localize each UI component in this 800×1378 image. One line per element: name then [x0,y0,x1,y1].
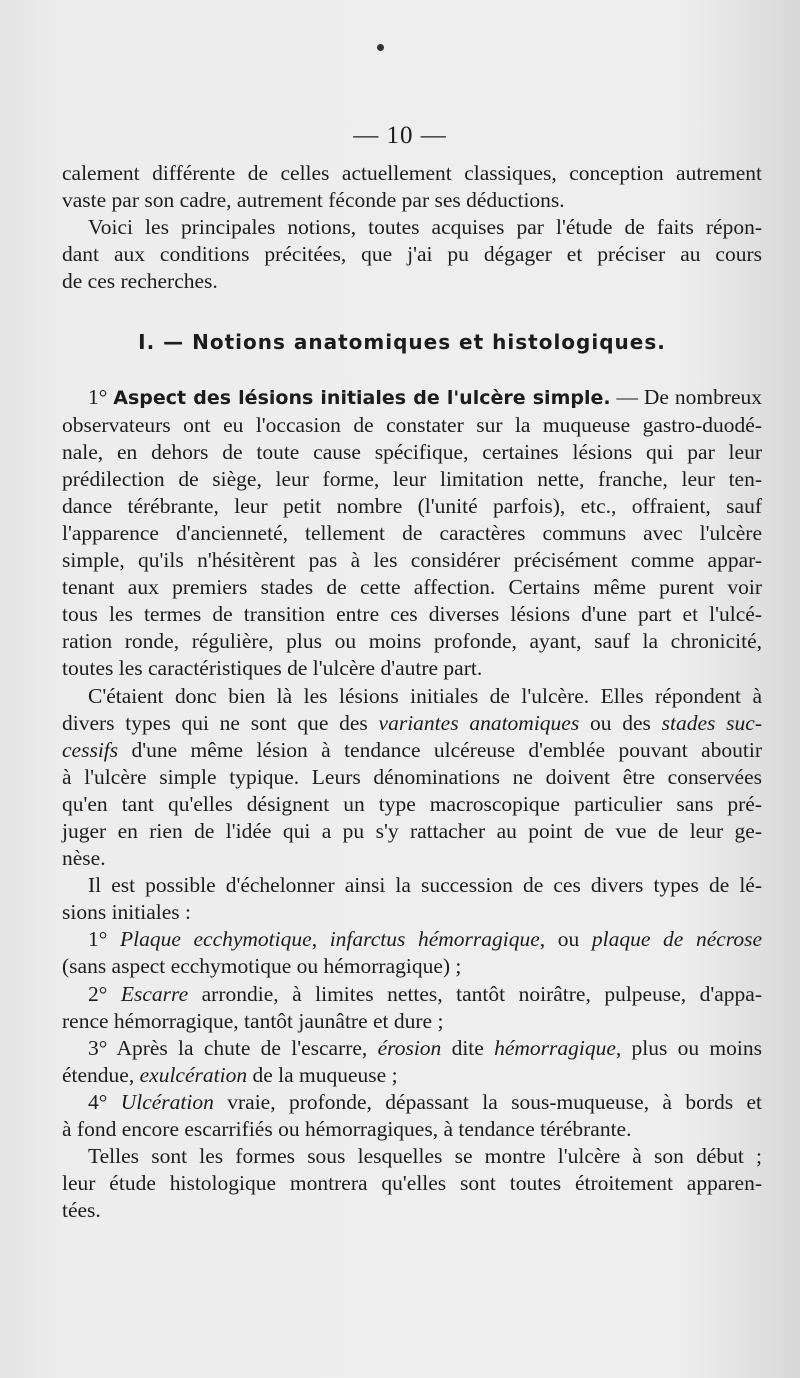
text-line: tous les termes de transition entre ces diverses lésions d'une part et l'ulcé- [62,602,762,627]
italic-term: variantes anatomiques [378,710,580,735]
list-item-2: 2° Escarre arrondie, à limites nettes, tantôt noirâtre, pulpeuse, d'appa- [88,981,762,1006]
text-line: calement différente de celles actuellement classiques, conception autrement [62,161,762,185]
text-line: juger en rien de l'idée qui a pu s'y rattacher au point de vue de leur ge- [62,818,762,843]
text-line: à l'ulcère simple typique. Leurs dénominations ne doivent être conservées [62,764,762,789]
subsection-number: 1° [88,385,108,410]
text-line: leur étude histologique montrera qu'elles sont toutes étroitement apparen- [62,1171,762,1196]
text-line: de ces recherches. [62,269,218,294]
ink-dot [377,44,384,51]
list-item-4: 4° Ulcération vraie, profonde, dépassant la sous-muqueuse, à bords et [88,1089,762,1114]
text-line: tenant aux premiers stades de cette affection. Certains même purent voir [62,575,762,600]
italic-term: cessifs [62,737,119,762]
text-line: (sans aspect ecchymotique ou hémorragique) ; [62,954,462,979]
page-body [62,160,762,1224]
text-line: dance térébrante, leur petit nombre (l'unité parfois), etc., offraient, sauf [62,493,762,518]
text-line: Telles sont les formes sous lesquelles se montre l'ulcère à son début ; [88,1144,762,1169]
text-line: divers types qui ne sont que des variantes anatomiques ou des stades suc- [62,710,762,735]
subsection-line [62,384,762,411]
text-line: nèse. [62,846,106,871]
text-line: vaste par son cadre, autrement féconde par ses déductions. [62,188,565,213]
text-line: cessifs d'une même lésion à tendance ulcéreuse d'emblée pouvant aboutir [62,737,762,762]
text-line: nale, en dehors de toute cause spécifique, certaines lésions qui par leur [62,439,762,464]
text-line: étendue, exulcération de la muqueuse ; [62,1062,398,1087]
text-line: toutes les caractéristiques de l'ulcère d'autre part. [62,656,483,681]
text-line: observateurs ont eu l'occasion de constater sur la muqueuse gastro-duodé- [62,412,762,437]
text-line: simple, qu'ils n'hésitèrent pas à les considérer précisément comme appar- [62,548,762,573]
page-number: — 10 — [353,122,447,149]
text-line: sions initiales : [62,900,191,925]
text-line: C'étaient donc bien là les lésions initiales de l'ulcère. Elles répondent à [88,683,762,708]
text-line: Voici les principales notions, toutes acquises par l'étude de faits répon- [88,215,762,240]
text-line: ration ronde, régulière, plus ou moins profonde, ayant, sauf la chronicité, [62,629,762,654]
list-item-1: 1° Plaque ecchymotique, infarctus hémorragique, ou plaque de nécrose [88,927,763,952]
text-line: à fond encore escarrifiés ou hémorragiques, à tendance térébrante. [62,1117,632,1141]
text-line: tées. [62,1198,101,1223]
text-line: rence hémorragique, tantôt jaunâtre et dure ; [62,1008,444,1033]
list-item-3: 3° Après la chute de l'escarre, érosion dite hémorragique, plus ou moins [88,1035,762,1060]
section-heading: I. — Notions anatomiques et histologiques. [138,330,666,355]
subsection-title: Aspect des lésions initiales de l'ulcère simple. [113,387,611,410]
subsection-dash: — De nombreux [610,385,763,410]
text-line: prédilection de siège, leur forme, leur limitation nette, franche, leur ten- [62,466,762,491]
italic-term: stades suc- [661,710,762,735]
text-line: dant aux conditions précitées, que j'ai pu dégager et préciser au cours [62,242,762,267]
text-line: qu'en tant qu'elles désignent un type macroscopique particulier sans pré- [62,791,762,816]
text-line: l'apparence d'ancienneté, tellement de caractères communs avec l'ulcère [62,520,762,545]
text-line: Il est possible d'échelonner ainsi la succession de ces divers types de lé- [88,873,762,898]
